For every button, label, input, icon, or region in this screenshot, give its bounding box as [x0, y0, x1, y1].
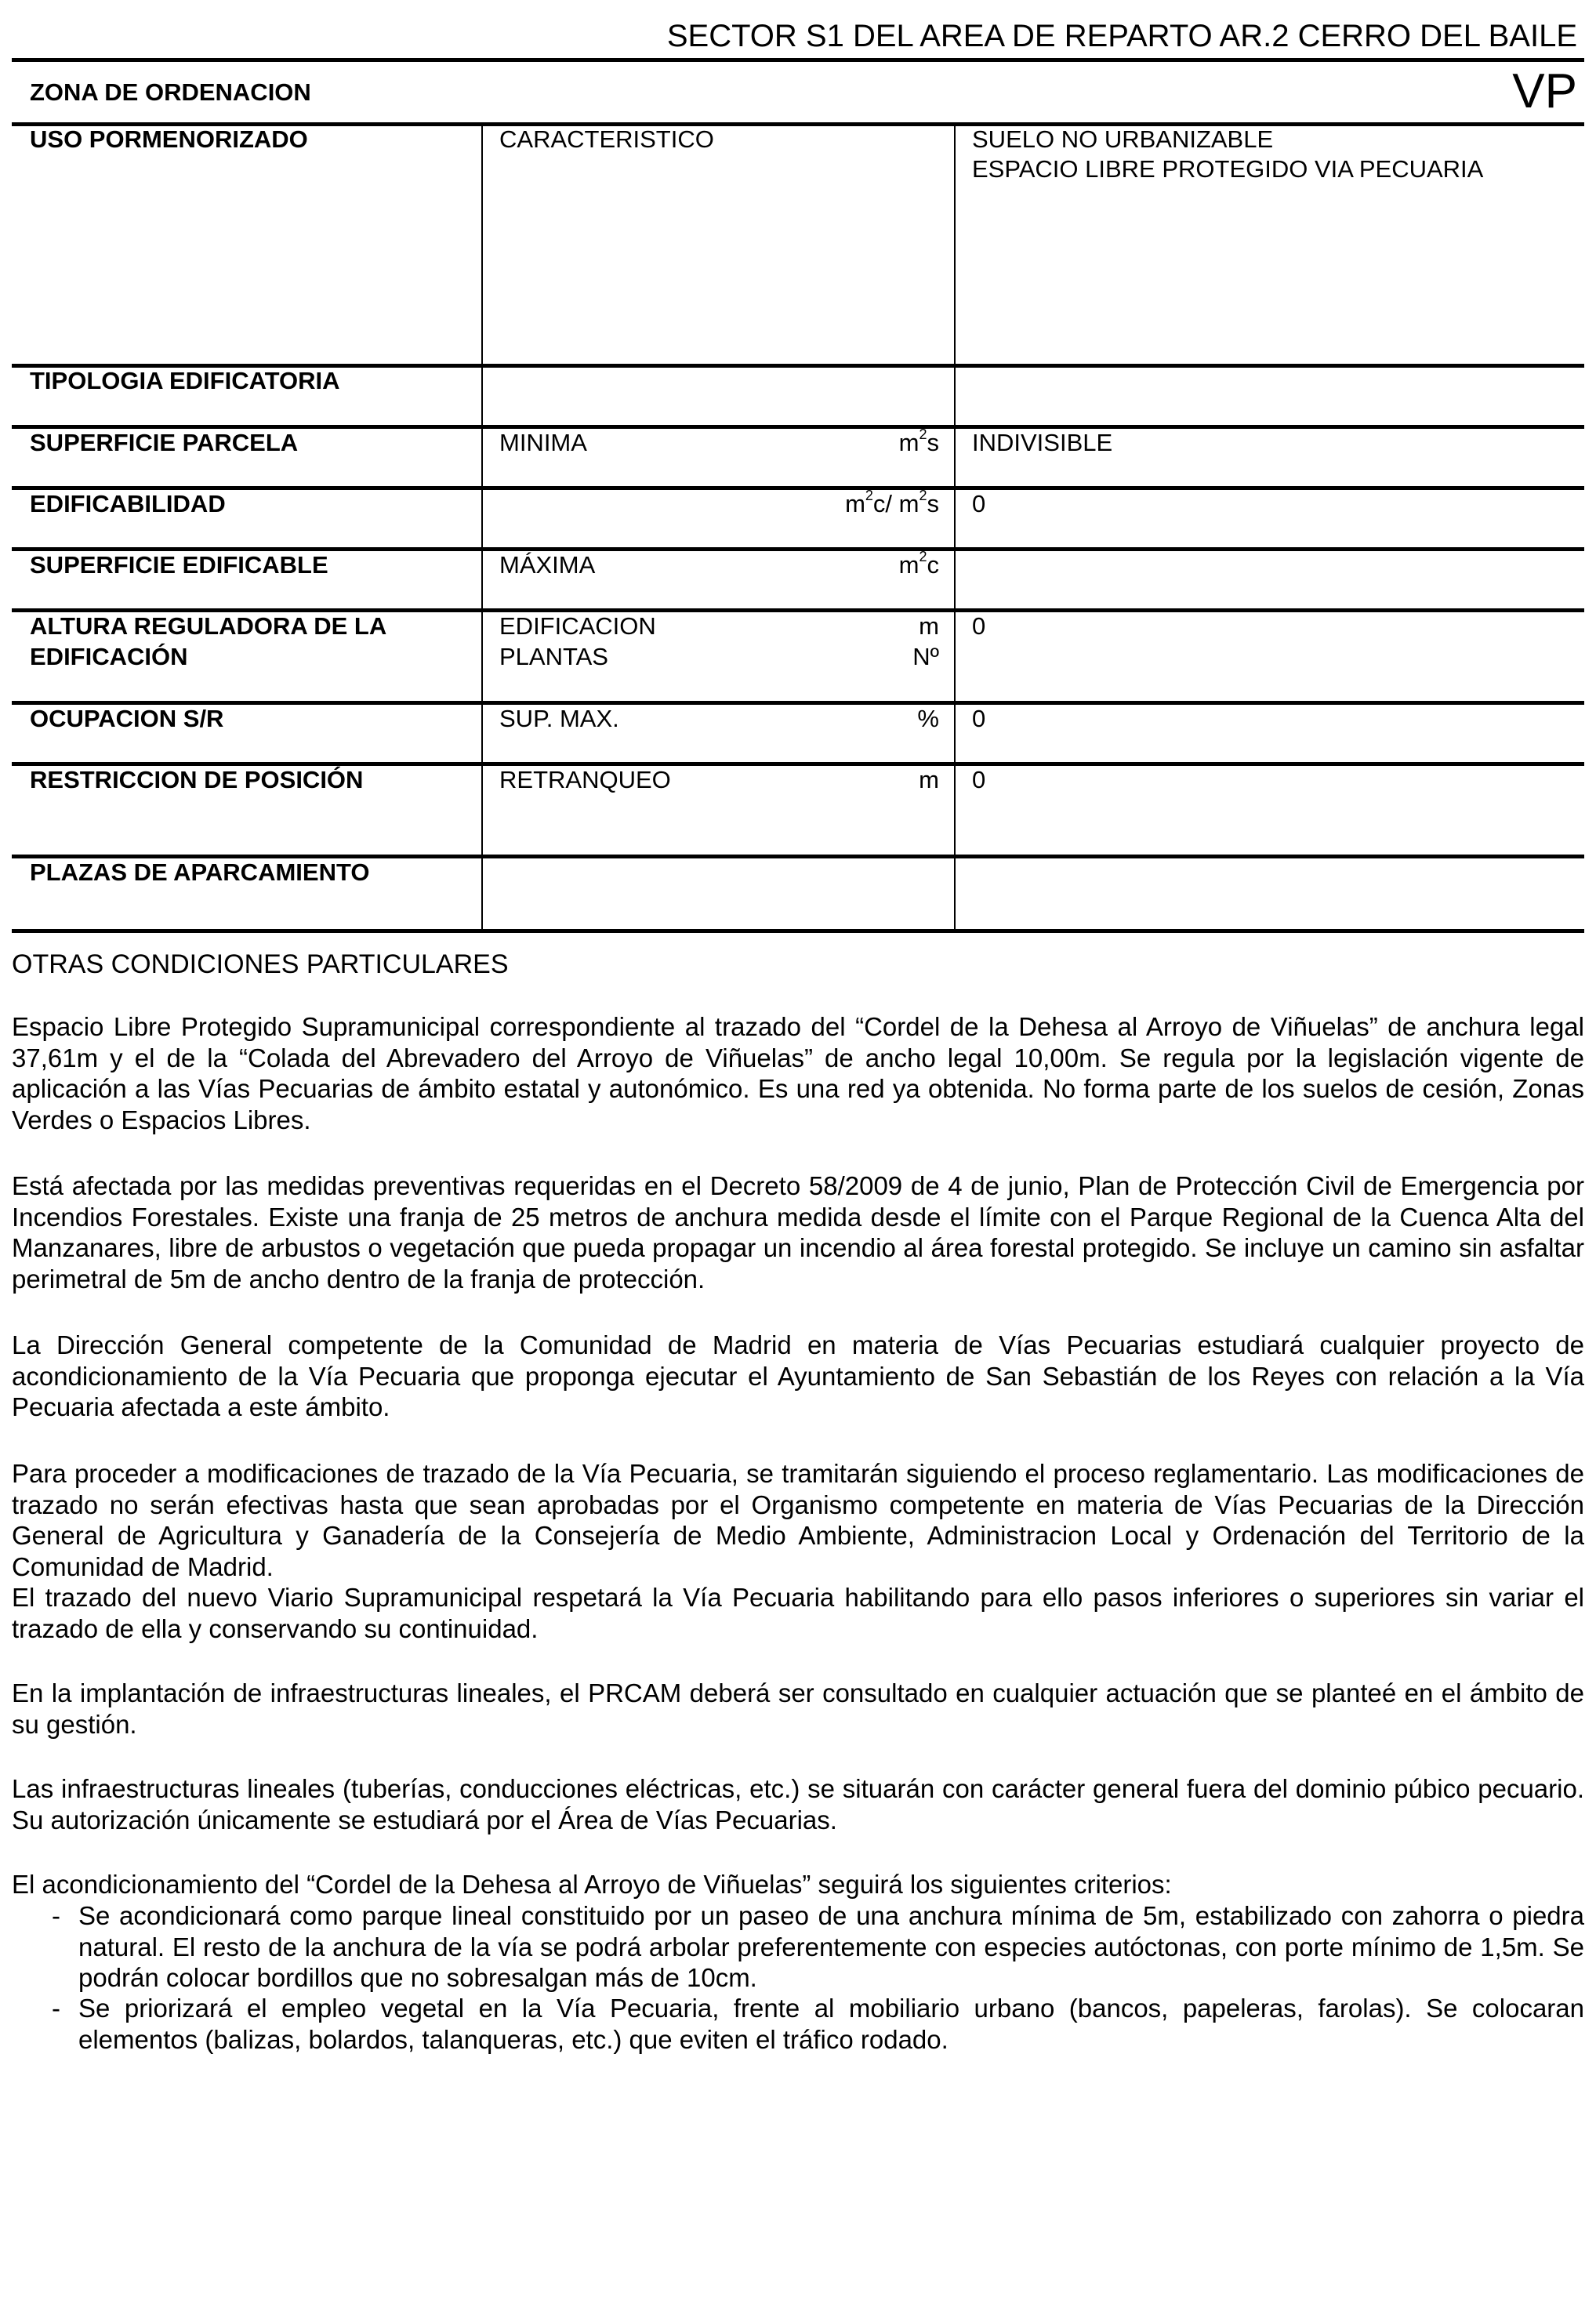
row-value: SUP. MAX.: [499, 705, 619, 732]
column-divider-2: [954, 126, 956, 931]
row-label: USO PORMENORIZADO: [30, 125, 308, 153]
list-item-text: Se priorizará el empleo vegetal en la Vía Pecuaria, frente al mobiliario urbano (bancos, papeleras, farolas). Se colocaran elementos (balizas, bolardos, talanqueras, etc.) que eviten el tráfico rodado.: [78, 1994, 1584, 2054]
row-label: TIPOLOGIA EDIFICATORIA: [30, 367, 340, 394]
paragraph: La Dirección General competente de la Comunidad de Madrid en materia de Vías Pecuarias estudiará cualquier proyecto de acondicionamiento de la Vía Pecuaria que proponga ejecutar el Ayuntamiento de San Sebastián de los Reyes con relación a la Vía Pecuaria afectada a este ámbito.: [12, 1330, 1584, 1421]
bullet-dash-icon: -: [52, 1994, 60, 2023]
row-label: OCUPACION S/R: [30, 705, 224, 732]
row-label: RESTRICCION DE POSICIÓN: [30, 766, 364, 793]
row-unit: $m^2c/$ $m^2s$: [845, 487, 939, 517]
row-value: MINIMA: [499, 429, 587, 456]
row-unit: $m^2c$: [898, 548, 939, 579]
paragraph: El acondicionamiento del “Cordel de la Dehesa al Arroyo de Viñuelas” seguirá los siguientes criterios:: [12, 1870, 1172, 1899]
row-value: EDIFICACION: [499, 612, 656, 640]
conditions-heading: OTRAS CONDICIONES PARTICULARES: [12, 949, 509, 979]
document-title: SECTOR S1 DEL AREA DE REPARTO AR.2 CERRO DEL BAILE: [666, 19, 1577, 53]
row-unit: %: [917, 705, 939, 732]
row-unit: m: [919, 612, 939, 640]
row-unit: m: [919, 766, 939, 793]
row-label: ALTURA REGULADORA DE LA: [30, 612, 387, 640]
row-value: MÁXIMA: [499, 551, 596, 579]
list-item-text: Se acondicionará como parque lineal constituido por un paseo de una anchura mínima de 5m, estabilizado con zahorra o piedra natural. El resto de la anchura de la vía se podrá arbolar preferentemente con especies autóctonas, con porte mínimo de 1,5m. Se podrán colocar bordillos que no sobresalgan más de 10cm.: [78, 1901, 1584, 1992]
row-value: PLANTAS: [499, 643, 608, 670]
list-item: [52, 1900, 1584, 1994]
row-label: EDIFICACIÓN: [30, 643, 188, 670]
zona-ordenacion-label: ZONA DE ORDENACION: [30, 78, 311, 106]
paragraph: El trazado del nuevo Viario Supramunicipal respetará la Vía Pecuaria habilitando para ello pasos inferiores o superiores sin variar el trazado de ella y conservando su continuidad.: [12, 1583, 1584, 1643]
row-detail: INDIVISIBLE: [972, 429, 1113, 456]
zona-code: VP: [1512, 64, 1577, 118]
table-bottom-border: [12, 929, 1584, 933]
bullet-dash-icon: -: [52, 1901, 60, 1930]
title-divider: [12, 58, 1584, 62]
row-detail: 0: [972, 766, 986, 793]
row-label: EDIFICABILIDAD: [30, 490, 226, 517]
row-detail: 0: [972, 490, 986, 517]
paragraph: En la implantación de infraestructuras lineales, el PRCAM deberá ser consultado en cualquier actuación que se planteé en el ámbito de su gestión.: [12, 1678, 1584, 1739]
row-unit: $m^2s$: [898, 426, 939, 456]
list-item: [52, 1993, 1584, 2055]
row-label: SUPERFICIE EDIFICABLE: [30, 551, 328, 579]
row-value: RETRANQUEO: [499, 766, 671, 793]
paragraph: Las infraestructuras lineales (tuberías, conducciones eléctricas, etc.) se situarán con carácter general fuera del dominio púbico pecuario. Su autorización únicamente se estudiará por el Área de Vías Pecuarias.: [12, 1774, 1584, 1834]
paragraph: Para proceder a modificaciones de trazado de la Vía Pecuaria, se tramitarán siguiendo el proceso reglamentario. Las modificaciones de trazado no serán efectivas hasta que sean aprobadas por el Organismo competente en materia de Vías Pecuarias de la Dirección General de Agricultura y Ganadería de la Consejería de Medio Ambiente, Administracion Local y Ordenación del Territorio de la Comunidad de Madrid.: [12, 1459, 1584, 1581]
paragraph: Espacio Libre Protegido Supramunicipal correspondiente al trazado del “Cordel de la Dehesa al Arroyo de Viñuelas” de anchura legal 37,61m y el de la “Colada del Abrevadero del Arroyo de Viñuelas” de ancho legal 10,00m. Se regula por la legislación vigente de aplicación a las Vías Pecuarias de ámbito estatal y autonómico. Es una red ya obtenida. No forma parte de los suelos de cesión, Zonas Verdes o Espacios Libres.: [12, 1012, 1584, 1134]
row-detail: SUELO NO URBANIZABLE: [972, 125, 1274, 153]
column-divider-1: [481, 126, 483, 931]
row-value: CARACTERISTICO: [499, 125, 714, 153]
paragraph: Está afectada por las medidas preventivas requeridas en el Decreto 58/2009 de 4 de junio, Plan de Protección Civil de Emergencia por Incendios Forestales. Existe una franja de 25 metros de anchura medida desde el límite con el Parque Regional de la Cuenca Alta del Manzanares, libre de arbustos o vegetación que pueda propagar un incendio al área forestal protegido. Se incluye un camino sin asfaltar perimetral de 5m de ancho dentro de la franja de protección.: [12, 1171, 1584, 1294]
row-detail: 0: [972, 705, 986, 732]
row-label: PLAZAS DE APARCAMIENTO: [30, 858, 370, 886]
row-label: SUPERFICIE PARCELA: [30, 429, 299, 456]
row-unit: Nº: [912, 643, 939, 670]
row-detail: 0: [972, 612, 986, 640]
row-detail: ESPACIO LIBRE PROTEGIDO VIA PECUARIA: [972, 155, 1484, 183]
